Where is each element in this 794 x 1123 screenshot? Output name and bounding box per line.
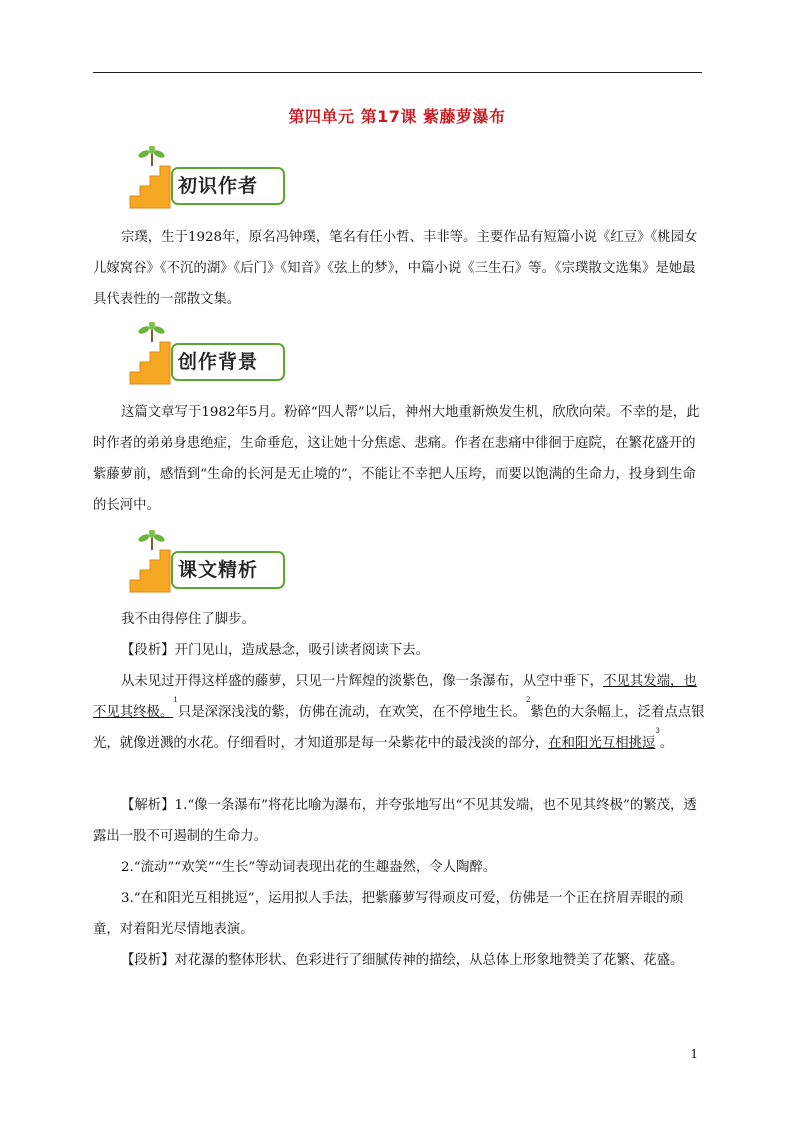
text-span: 从未见过开得这样盛的藤萝，只见一片辉煌的淡紫色，像一条瀑布，从空中垂下， <box>121 674 604 689</box>
analysis-note-3: 3.“在和阳光互相挑逗”，运用拟人手法，把紫藤萝写得顽皮可爱，仿佛是一个正在挤眉弄眼的顽童，对着阳光尽情地表演。 <box>93 891 684 937</box>
analysis-paragraph-1: 【段析】开门见山，造成悬念，吸引读者阅读下去。 <box>121 643 429 658</box>
analysis-note-1: 【解析】1.“像一条瀑布”将花比喻为瀑布，并夸张地写出“不见其发端，也不见其终极”的繁茂，透露出一股不可遏制的生命力。 <box>93 798 697 844</box>
footnote-marker-1: 1 <box>173 696 178 704</box>
background-paragraph: 这篇文章写于1982年5月。粉碎“四人帮”以后，神州大地重新焕发生机，欣欣向荣。不幸的是，此时作者的弟弟身患绝症，生命垂危，这让她十分焦虑、悲痛。作者在悲痛中徘徊于庭院，在繁花盛开的紫藤萝前，感悟到“生命的长河是无止境的”，不能让不幸把人压垮，而要以饱满的生命力，投身到生命的长河中。 <box>93 405 700 513</box>
footnote-marker-2: 2 <box>525 696 531 704</box>
page-title: 第四单元 第17课 紫藤萝瀑布 <box>288 107 506 126</box>
header-rule <box>93 72 702 73</box>
author-paragraph: 宗璞，生于1928年，原名冯钟璞，笔名有任小哲、丰非等。主要作品有短篇小说《红豆》《桃园女儿嫁窝谷》《不沉的湖》《后门》《知音》《弦上的梦》，中篇小说《三生石》等。《宗璞散文选集》是她最具代表性的一部散文集。 <box>93 230 698 307</box>
section-label-analysis: 课文精析 <box>178 559 259 581</box>
text-paragraph-2 <box>93 666 705 759</box>
text-span: 。 <box>659 736 674 751</box>
section-header-background <box>122 322 292 388</box>
footnote-marker-3: 3 <box>655 727 660 735</box>
text-span: 紫色的大条幅上，泛着点点银光，就像迸溅的水花。仔细看时，才知道那是每一朵紫花中的最浅淡的部分， <box>93 705 705 751</box>
text-span: 只是深深浅浅的紫，仿佛在流动，在欢笑，在不停地生长。 <box>177 705 526 720</box>
section-label-background: 创作背景 <box>178 351 259 373</box>
section-header-analysis <box>122 530 292 596</box>
underlined-phrase-1: 不见其发端，也不见其终极。 <box>93 674 697 720</box>
underlined-phrase-2: 在和阳光互相挑逗 <box>548 736 656 751</box>
analysis-note-2: 2.“流动”“欢笑”“生长”等动词表现出花的生趣盎然，令人陶醉。 <box>121 860 497 875</box>
section-label-author: 初识作者 <box>178 175 259 197</box>
text-paragraph-1: 我不由得停住了脚步。 <box>121 612 255 627</box>
section-header-author <box>122 146 292 212</box>
analysis-paragraph-2: 【段析】对花瀑的整体形状、色彩进行了细腻传神的描绘，从总体上形象地赞美了花繁、花盛。 <box>121 953 684 968</box>
page-number: 1 <box>690 1047 698 1061</box>
